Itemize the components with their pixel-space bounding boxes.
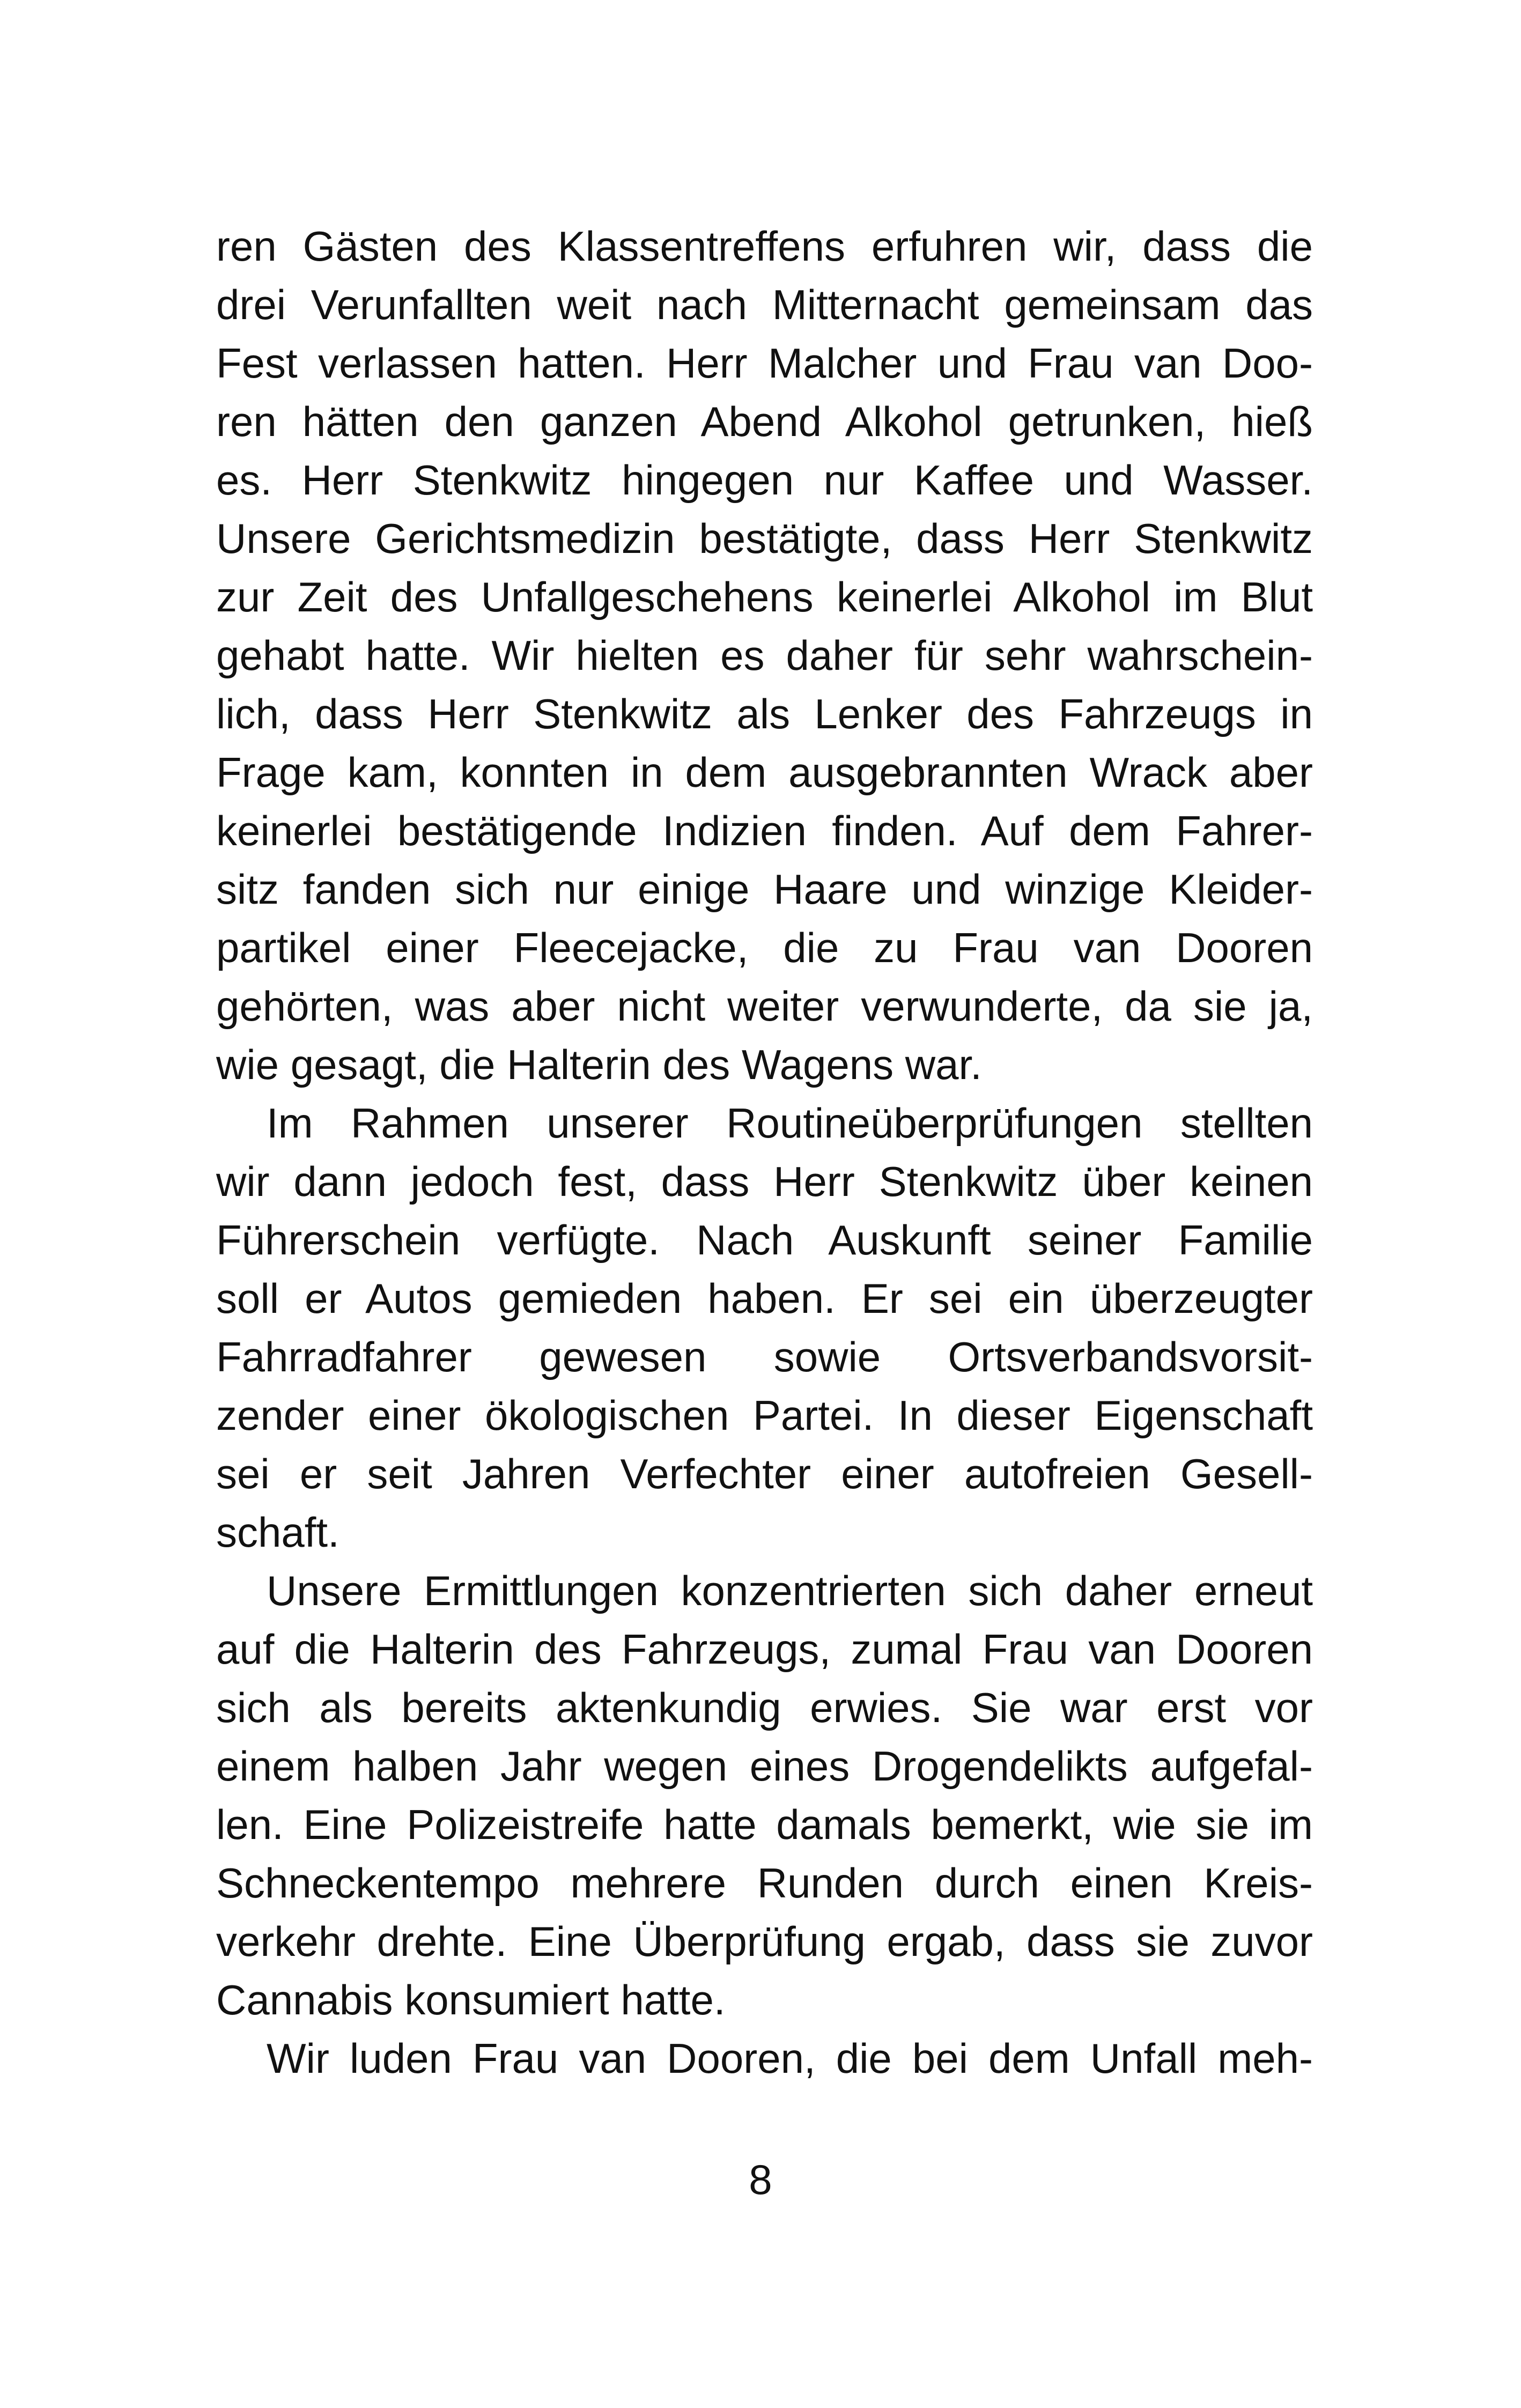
text-line: einem halben Jahr wegen eines Drogendelikts aufgefal- [216,1742,1313,1790]
text-line: Im Rahmen unserer Routineüberprüfungen stellten [267,1099,1313,1147]
text-line: auf die Halterin des Fahrzeugs, zumal Frau van Dooren [216,1626,1313,1673]
text-line: es. Herr Stenkwitz hingegen nur Kaffee und Wasser. [216,456,1313,504]
text-line: Fahrradfahrer gewesen sowie Ortsverbandsvorsit- [216,1333,1313,1380]
text-line: Unsere Gerichtsmedizin bestätigte, dass Herr Stenkwitz [216,515,1313,562]
text-line: soll er Autos gemieden haben. Er sei ein überzeugter [216,1275,1313,1322]
text-line: Wir luden Frau van Dooren, die bei dem Unfall meh- [267,2035,1313,2082]
text-line: lich, dass Herr Stenkwitz als Lenker des Fahrzeugs in [216,690,1313,737]
text-line: ren Gästen des Klassentreffens erfuhren wir, dass die [216,223,1313,270]
text-line: wir dann jedoch fest, dass Herr Stenkwitz über keinen [216,1158,1313,1205]
text-line: gehabt hatte. Wir hielten es daher für sehr wahrschein- [216,632,1313,679]
text-line: Frage kam, konnten in dem ausgebrannten Wrack aber [216,749,1313,796]
text-line: keinerlei bestätigende Indizien finden. Auf dem Fahrer- [216,807,1313,854]
text-line: sei er seit Jahren Verfechter einer autofreien Gesell- [216,1450,1313,1497]
text-line: wie gesagt, die Halterin des Wagens war. [216,1041,982,1088]
text-line: Unsere Ermittlungen konzentrierten sich daher erneut [267,1567,1313,1614]
text-line: drei Verunfallten weit nach Mitternacht gemeinsam das [216,281,1313,328]
text-line: partikel einer Fleecejacke, die zu Frau van Dooren [216,924,1313,971]
text-line: Führerschein verfügte. Nach Auskunft seiner Familie [216,1216,1313,1264]
text-line: zender einer ökologischen Partei. In dieser Eigenschaft [216,1392,1313,1439]
text-line: Cannabis konsumiert hatte. [216,1976,726,2023]
text-line: len. Eine Polizeistreife hatte damals bemerkt, wie sie im [216,1801,1313,1848]
text-line: Fest verlassen hatten. Herr Malcher und Frau van Doo- [216,339,1313,387]
text-line: sitz fanden sich nur einige Haare und winzige Kleider- [216,866,1313,913]
text-line: zur Zeit des Unfallgeschehens keinerlei Alkohol im Blut [216,573,1313,621]
text-line: verkehr drehte. Eine Überprüfung ergab, dass sie zuvor [216,1918,1313,1965]
text-line: schaft. [216,1509,339,1556]
text-line: sich als bereits aktenkundig erwies. Sie war erst vor [216,1684,1313,1731]
page-number: 8 [749,2156,772,2203]
text-line: ren hätten den ganzen Abend Alkohol getrunken, hieß [216,398,1313,445]
text-line: Schneckentempo mehrere Runden durch einen Kreis- [216,1859,1313,1907]
body-text [216,217,1313,2088]
text-line: gehörten, was aber nicht weiter verwunderte, da sie ja, [216,983,1313,1030]
